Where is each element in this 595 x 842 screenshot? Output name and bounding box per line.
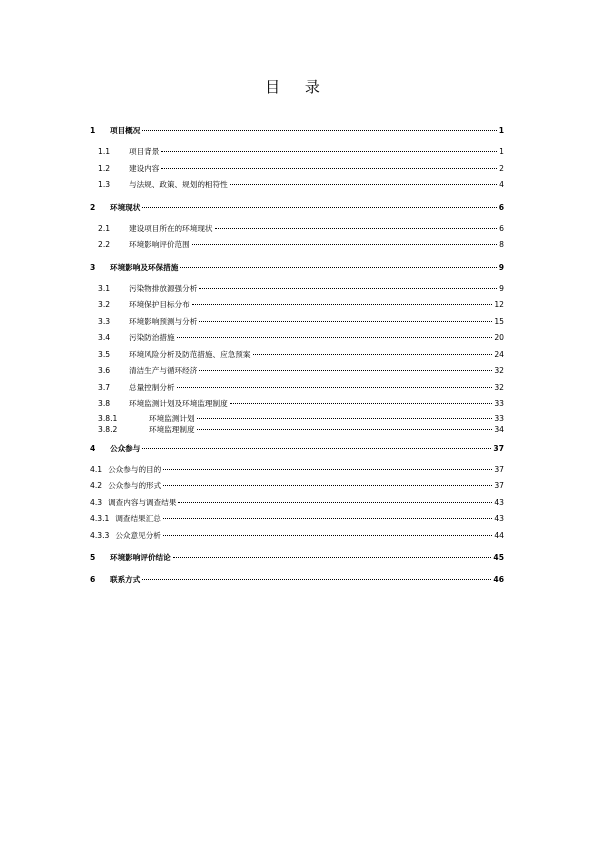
- toc-entry-page: 44: [494, 530, 504, 540]
- toc-dot-leader: [161, 151, 497, 152]
- toc-dot-leader: [199, 288, 497, 289]
- toc-entry-page: 2: [499, 163, 504, 173]
- toc-entry-number: 3.3: [98, 316, 111, 326]
- table-of-contents: [90, 122, 504, 588]
- toc-entry-page: 6: [498, 202, 504, 212]
- toc-entry[interactable]: [90, 495, 504, 512]
- toc-entry-title: 建设项目所在的环境现状: [129, 223, 213, 233]
- toc-entry-title: 公众参与: [110, 443, 141, 453]
- toc-entry-title: 建设内容: [129, 163, 160, 173]
- toc-entry-page: 1: [499, 147, 504, 156]
- toc-dot-leader: [197, 418, 493, 419]
- toc-dot-leader: [142, 207, 496, 208]
- toc-entry[interactable]: [90, 347, 504, 364]
- toc-entry-title: 环境影响预测与分析: [129, 316, 198, 326]
- toc-entry-number: 1: [90, 126, 96, 135]
- toc-entry-title: 总量控制分析: [129, 382, 175, 392]
- toc-entry-number: 3.6: [98, 366, 111, 375]
- toc-entry-number: 3.4: [98, 333, 111, 342]
- toc-entry-title: 公众意见分析: [115, 530, 161, 540]
- toc-entry-number: 2: [90, 202, 96, 212]
- toc-dot-leader: [163, 485, 492, 486]
- toc-entry-number: 3.2: [98, 300, 111, 309]
- toc-entry-title: 公众参与的目的: [108, 464, 162, 474]
- toc-dot-leader: [230, 403, 493, 404]
- toc-entry[interactable]: [90, 122, 504, 139]
- toc-entry-title: 环境现状: [110, 202, 141, 212]
- toc-entry-page: 4: [499, 180, 504, 189]
- toc-entry-number: 4.2: [90, 481, 103, 490]
- toc-entry[interactable]: [90, 237, 504, 254]
- toc-entry-number: 3: [90, 262, 96, 272]
- toc-dot-leader: [197, 429, 493, 430]
- toc-entry[interactable]: [90, 221, 504, 238]
- toc-entry[interactable]: [90, 478, 504, 495]
- toc-entry-title: 环境影响评价结论: [110, 553, 171, 562]
- toc-entry-number: 4.3.3: [90, 530, 110, 540]
- toc-entry-page: 43: [494, 514, 504, 523]
- toc-dot-leader: [253, 354, 493, 355]
- toc-entry-number: 5: [90, 553, 96, 562]
- toc-entry-number: 4.3.1: [90, 514, 110, 523]
- toc-entry-page: 9: [499, 283, 504, 293]
- toc-entry-page: 8: [499, 240, 504, 249]
- toc-entry[interactable]: [90, 161, 504, 178]
- toc-entry-page: 46: [493, 575, 504, 584]
- toc-dot-leader: [142, 579, 491, 580]
- toc-entry-page: 12: [494, 300, 504, 309]
- toc-entry[interactable]: [90, 462, 504, 479]
- toc-dot-leader: [163, 535, 492, 536]
- toc-entry[interactable]: [90, 330, 504, 347]
- toc-entry-title: 环境监理制度: [149, 424, 195, 434]
- toc-entry-number: 1.2: [98, 163, 111, 173]
- toc-entry[interactable]: [90, 413, 504, 424]
- toc-entry-page: 37: [493, 443, 504, 453]
- toc-entry-page: 32: [494, 366, 504, 375]
- toc-entry-title: 环境风险分析及防范措施、应急预案: [129, 349, 251, 359]
- toc-entry-title: 清洁生产与循环经济: [129, 366, 198, 375]
- toc-entry[interactable]: [90, 511, 504, 528]
- toc-entry-title: 污染防治措施: [129, 333, 175, 342]
- toc-entry-page: 37: [494, 481, 504, 490]
- toc-entry[interactable]: [90, 528, 504, 545]
- toc-entry-page: 6: [499, 223, 504, 233]
- toc-entry[interactable]: [90, 259, 504, 276]
- toc-entry-page: 37: [494, 464, 504, 474]
- toc-entry[interactable]: [90, 177, 504, 194]
- toc-entry-number: 3.8: [98, 399, 111, 408]
- toc-entry[interactable]: [90, 380, 504, 397]
- toc-entry-title: 污染物排放源强分析: [129, 283, 198, 293]
- toc-entry-number: 3.5: [98, 349, 111, 359]
- toc-entry-page: 9: [498, 262, 504, 272]
- toc-entry[interactable]: [90, 396, 504, 413]
- toc-dot-leader: [142, 130, 496, 131]
- toc-entry-number: 4.3: [90, 497, 103, 507]
- toc-entry-number: 2.1: [98, 223, 111, 233]
- toc-entry-title: 公众参与的形式: [108, 481, 162, 490]
- toc-entry-page: 34: [494, 424, 504, 434]
- toc-entry-page: 24: [494, 349, 504, 359]
- toc-entry-title: 环境影响评价范围: [129, 240, 190, 249]
- toc-dot-leader: [192, 244, 497, 245]
- toc-dot-leader: [178, 502, 492, 503]
- toc-entry-number: 3.1: [98, 283, 111, 293]
- toc-entry-number: 3.8.2: [98, 424, 118, 434]
- toc-dot-leader: [192, 304, 493, 305]
- toc-entry-title: 项目背景: [129, 147, 160, 156]
- toc-entry-page: 15: [494, 316, 504, 326]
- toc-dot-leader: [199, 321, 492, 322]
- toc-entry-title: 项目概况: [110, 126, 141, 135]
- toc-entry-page: 20: [494, 333, 504, 342]
- toc-entry[interactable]: [90, 424, 504, 435]
- toc-entry-number: 6: [90, 575, 96, 584]
- toc-entry[interactable]: [90, 297, 504, 314]
- toc-entry-number: 3.8.1: [98, 413, 118, 423]
- toc-entry-number: 3.7: [98, 382, 111, 392]
- toc-dot-leader: [163, 469, 492, 470]
- toc-entry[interactable]: [90, 571, 504, 588]
- toc-entry-number: 1.3: [98, 180, 111, 189]
- toc-entry-title: 调查内容与调查结果: [108, 497, 177, 507]
- toc-entry-title: 与法规、政策、规划的相符性: [129, 180, 228, 189]
- toc-dot-leader: [163, 518, 492, 519]
- toc-entry[interactable]: [90, 549, 504, 566]
- toc-entry-title: 环境监测计划: [149, 413, 195, 423]
- toc-dot-leader: [177, 337, 493, 338]
- toc-dot-leader: [215, 228, 498, 229]
- toc-dot-leader: [161, 168, 497, 169]
- toc-entry[interactable]: [90, 440, 504, 457]
- toc-entry-page: 43: [494, 497, 504, 507]
- toc-entry-title: 环境保护目标分布: [129, 300, 190, 309]
- toc-entry[interactable]: [90, 199, 504, 216]
- toc-entry[interactable]: [90, 363, 504, 380]
- toc-entry-title: 环境监测计划及环境监理制度: [129, 399, 228, 408]
- toc-entry-page: 1: [498, 126, 504, 135]
- toc-dot-leader: [230, 184, 497, 185]
- toc-entry-number: 4.1: [90, 464, 103, 474]
- toc-entry[interactable]: [90, 314, 504, 331]
- toc-entry-number: 1.1: [98, 147, 111, 156]
- toc-dot-leader: [177, 387, 493, 388]
- toc-entry-page: 33: [494, 399, 504, 408]
- toc-entry-number: 2.2: [98, 240, 111, 249]
- toc-entry-title: 环境影响及环保措施: [110, 262, 179, 272]
- toc-dot-leader: [142, 448, 491, 449]
- toc-entry-title: 调查结果汇总: [115, 514, 161, 523]
- toc-dot-leader: [199, 370, 492, 371]
- toc-entry-page: 45: [493, 553, 504, 562]
- toc-entry-page: 33: [494, 413, 504, 423]
- toc-entry-page: 32: [494, 382, 504, 392]
- page-title: 目 录: [265, 78, 330, 96]
- toc-entry[interactable]: [90, 144, 504, 161]
- toc-entry[interactable]: [90, 281, 504, 298]
- toc-dot-leader: [173, 557, 492, 558]
- toc-entry-title: 联系方式: [110, 575, 141, 584]
- toc-entry-number: 4: [90, 443, 96, 453]
- toc-dot-leader: [180, 267, 496, 268]
